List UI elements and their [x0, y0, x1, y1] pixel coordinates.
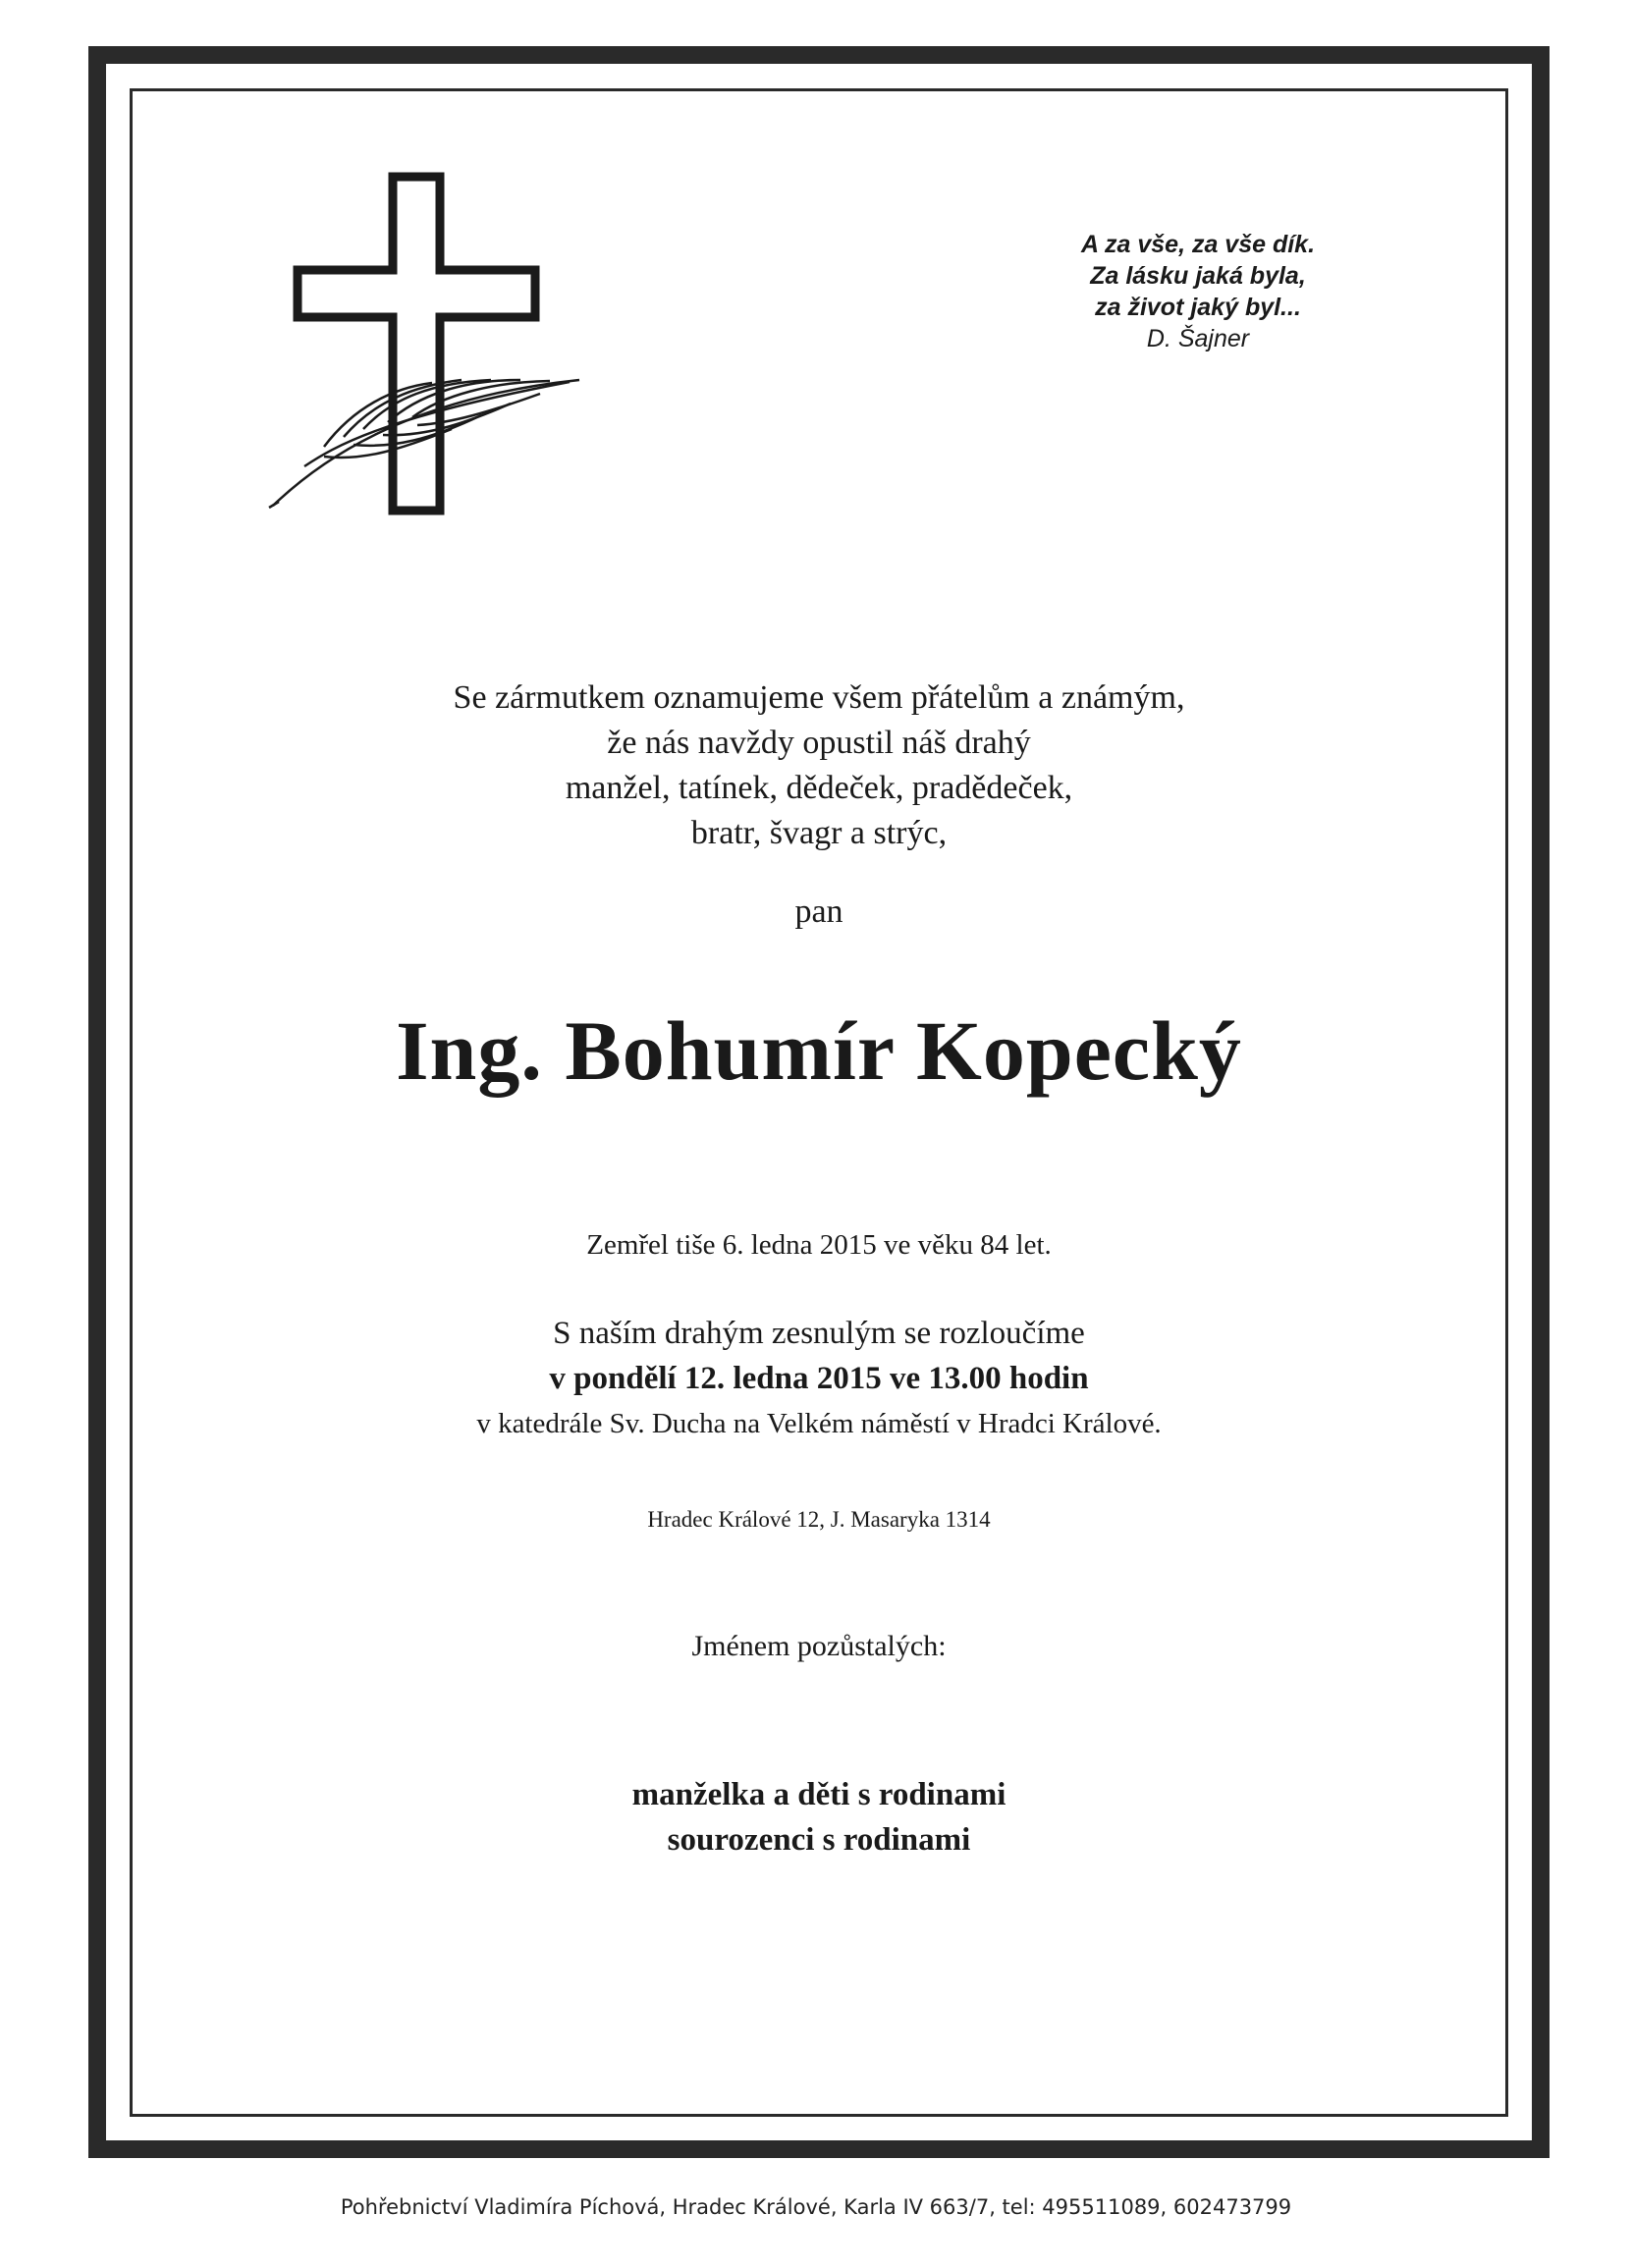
farewell-details — [130, 1311, 1508, 1446]
deceased-name: Ing. Bohumír Kopecký — [396, 1003, 1242, 1098]
death-notice: Zemřel tiše 6. ledna 2015 ve věku 84 let. — [586, 1229, 1052, 1261]
farewell-date: v pondělí 12. ledna 2015 ve 13.00 hodin — [549, 1361, 1089, 1396]
funeral-home-footer: Pohřebnictví Vladimíra Píchová, Hradec Králové, Karla IV 663/7, tel: 495511089, 602473799 — [340, 2195, 1292, 2219]
farewell-location: v katedrále Sv. Ducha na Velkém náměstí v Hradci Králové. — [476, 1408, 1162, 1439]
intro-text — [130, 675, 1508, 856]
poem-line: za život jaký byl... — [1095, 294, 1301, 321]
poem-line: Za lásku jaká byla, — [1090, 262, 1306, 290]
family-address: Hradec Králové 12, J. Masaryka 1314 — [647, 1507, 991, 1532]
intro-line: bratr, švagr a strýc, — [690, 815, 948, 851]
cross-with-palm-branch-icon — [265, 172, 599, 515]
family-line: sourozenci s rodinami — [667, 1822, 971, 1858]
farewell-line: S naším drahým zesnulým se rozloučíme — [553, 1316, 1085, 1351]
bereaved-family — [130, 1772, 1508, 1863]
on-behalf-label: Jménem pozůstalých: — [691, 1630, 947, 1662]
poem-line: A za vše, za vše dík. — [1080, 231, 1316, 258]
poem-quote — [1011, 229, 1385, 354]
poem-author: D. Šajner — [1146, 325, 1250, 352]
family-line: manželka a děti s rodinami — [631, 1777, 1006, 1812]
intro-line: že nás navždy opustil náš drahý — [607, 725, 1031, 761]
intro-line: manžel, tatínek, dědeček, pradědeček, — [565, 770, 1073, 806]
honorific: pan — [794, 893, 843, 930]
intro-line: Se zármutkem oznamujeme všem přátelům a známým, — [453, 679, 1185, 716]
